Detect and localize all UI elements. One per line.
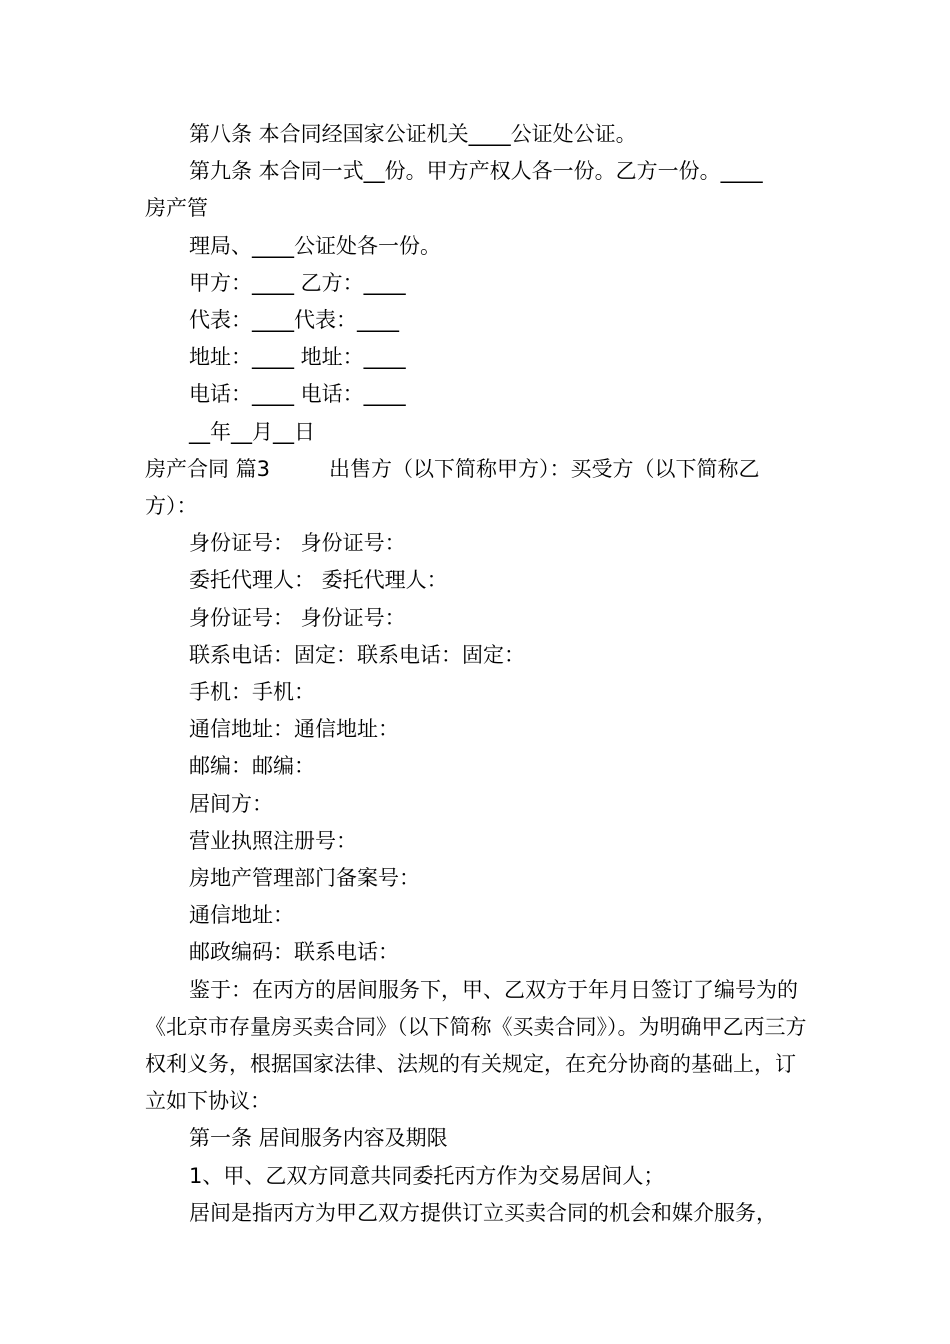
signature-party-line: 甲方：____ 乙方：____ <box>189 270 406 295</box>
field-mailing-address: 通信地址：通信地址： <box>189 717 399 742</box>
article-8: 第八条 本合同经国家公证机关____公证处公证。 <box>189 122 637 146</box>
whereas-paragraph: 鉴于：在丙方的居间服务下，甲、乙双方于年月日签订了编号为的《北京市存量房买卖合同》（以下简称《买卖合同》）。为明确甲乙丙三方权利义务，根据国家法律、法规的有关规定，在充分协商的基础上，订立如下协议： <box>145 977 807 1114</box>
field-landline: 联系电话：固定：联系电话：固定： <box>189 642 525 667</box>
article-9-wrap-2: 理局、____公证处各一份。 <box>189 233 441 258</box>
signature-phone-line: 电话：____ 电话：____ <box>189 382 406 407</box>
field-agent-id-number: 身份证号： 身份证号： <box>189 605 406 630</box>
article-1-definition: 居间是指丙方为甲乙双方提供订立买卖合同的机会和媒介服务， <box>189 1200 777 1225</box>
article-9: 第九条 本合同一式__份。甲方产权人各一份。乙方一份。____ <box>189 159 763 184</box>
section-3-header <box>145 451 815 488</box>
field-agent: 委托代理人： 委托代理人： <box>189 568 448 593</box>
field-intermediary-contact: 邮政编码：联系电话： <box>189 940 399 965</box>
article-1-title: 第一条 居间服务内容及期限 <box>189 1126 448 1151</box>
field-mobile: 手机：手机： <box>189 680 315 705</box>
field-intermediary-address: 通信地址： <box>189 903 294 928</box>
section-3-intro-wrap: 方）： <box>145 494 198 519</box>
article-9-wrap-1: 房产管 <box>145 196 208 221</box>
document-body <box>145 116 815 1232</box>
signature-representative-line: 代表：____代表：____ <box>189 308 399 333</box>
field-business-license: 营业执照注册号： <box>189 828 357 853</box>
article-1-item-1: 1、甲、乙双方同意共同委托丙方作为交易居间人； <box>189 1163 665 1188</box>
field-id-number: 身份证号： 身份证号： <box>189 531 406 556</box>
field-intermediary: 居间方： <box>189 791 273 816</box>
section-3-heading: 房产合同 篇3 <box>145 456 271 481</box>
signature-date-line: __年__月__日 <box>189 419 315 444</box>
signature-address-line: 地址：____ 地址：____ <box>189 345 406 370</box>
field-filing-number: 房地产管理部门备案号： <box>189 866 420 891</box>
section-3-intro: 出售方（以下简称甲方）：买受方（以下简称乙 <box>329 456 760 481</box>
field-postcode: 邮编：邮编： <box>189 754 315 779</box>
